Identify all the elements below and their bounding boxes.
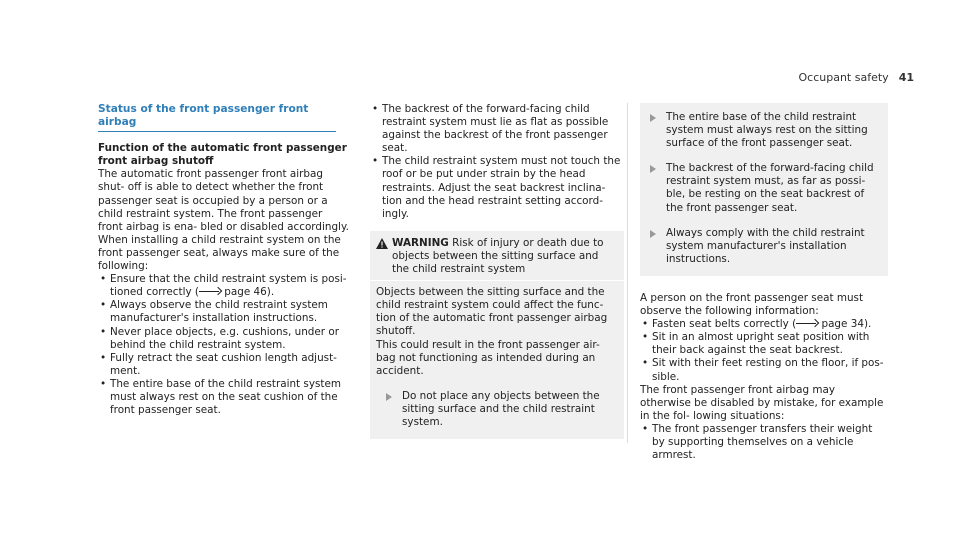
column-middle [370,103,624,439]
action-text: The backrest of the forward-facing child restraint system must, as far as possi- ble, be resting on the seat backrest of the front passenger seat. [666,162,874,214]
list-item [640,318,888,331]
action-text: Always comply with the child restraint system manufacturer's installation instructions. [666,226,865,265]
warning-label: WARNING [392,236,449,249]
action-item [640,227,882,266]
action-arrow-icon [386,393,392,401]
action-item [640,111,882,150]
paragraph: The front passenger front airbag may otherwise be disabled by mistake, for example in the fol- lowing situations: [640,383,884,422]
paragraph: A person on the front passenger seat must observe the following information: [640,291,864,318]
paragraph: This could result in the front passenger air- bag not functioning as intended during an accident. [376,338,600,377]
list-item: • Never place objects, e.g. cushions, under or behind the child restraint system. [98,326,350,352]
list-item: • The front passenger transfers their weight by supporting themselves on a vehicle armrest. [640,423,888,462]
warning-body [370,281,624,439]
column-divider [627,103,628,443]
bullet-list [370,103,624,221]
bullet-list [640,318,888,383]
list-item: • Always observe the child restraint system manufacturer's installation instructions. [98,299,350,325]
paragraph: The automatic front passenger front airbag shut- off is able to detect whether the front passenger seat is occupied by a person or a child restraint system. The front passenger front airbag is ena- bled or disabled accordingly. [98,168,349,233]
paragraph: When installing a child restraint system on the front passenger seat, always make sure of the following: [98,233,341,273]
page-reference-link[interactable]: page 46). [224,286,275,299]
action-text: The entire base of the child restraint system must always rest on the sitting surface of the front passenger seat. [666,111,868,150]
list-item: • The backrest of the forward-facing child restraint system must lie as flat as possible against the backrest of the front passenger seat. [370,103,624,155]
list-item [98,273,350,299]
list-item: • Sit in an almost upright seat position with their back against the seat backrest. [640,331,888,357]
page-number: 41 [898,71,914,84]
page-header [799,71,914,84]
action-item [640,162,882,214]
warning-headline: Risk of injury or death due to objects between the sitting surface and the child restraint system [392,236,604,276]
page-reference-link[interactable]: page 34). [821,318,872,331]
page-reference-arrow-icon [199,288,221,296]
section-heading: Status of the front passenger front airbag [98,103,336,132]
action-arrow-icon [650,165,656,173]
column-right [640,103,888,462]
warning-header [370,231,624,281]
page-reference-arrow-icon [796,320,818,328]
list-item: • Fully retract the seat cushion length adjust- ment. [98,352,350,378]
warning-triangle-icon [376,237,392,276]
subheading: Function of the automatic front passenger front airbag shutoff [98,142,347,168]
bullet-list [640,423,888,462]
warning-continuation [640,103,888,276]
bullet-list [98,273,350,417]
list-item: • The child restraint system must not touch the roof or be put under strain by the head restraints. Adjust the seat backrest inclina- tion and the head restraint setting accord- ingly. [370,155,624,220]
list-item: • Sit with their feet resting on the floor, if pos- sible. [640,357,888,383]
action-text: Do not place any objects between the sitting surface and the child restraint system. [402,389,600,428]
list-item: • The entire base of the child restraint system must always rest on the seat cushion of the front passenger seat. [98,378,350,417]
column-left [98,103,350,417]
action-arrow-icon [650,230,656,238]
warning-box [370,231,624,439]
section-title: Occupant safety [798,71,889,84]
action-arrow-icon [650,114,656,122]
list-item-text: Fasten seat belts correctly ( [652,318,797,331]
paragraph: Objects between the sitting surface and the child restraint system could affect the func- tion of the automatic front passenger airbag shutoff. [376,286,608,338]
action-item [376,390,618,429]
list-item-text: Ensure that the child restraint system is posi- tioned correctly ( [110,273,347,299]
